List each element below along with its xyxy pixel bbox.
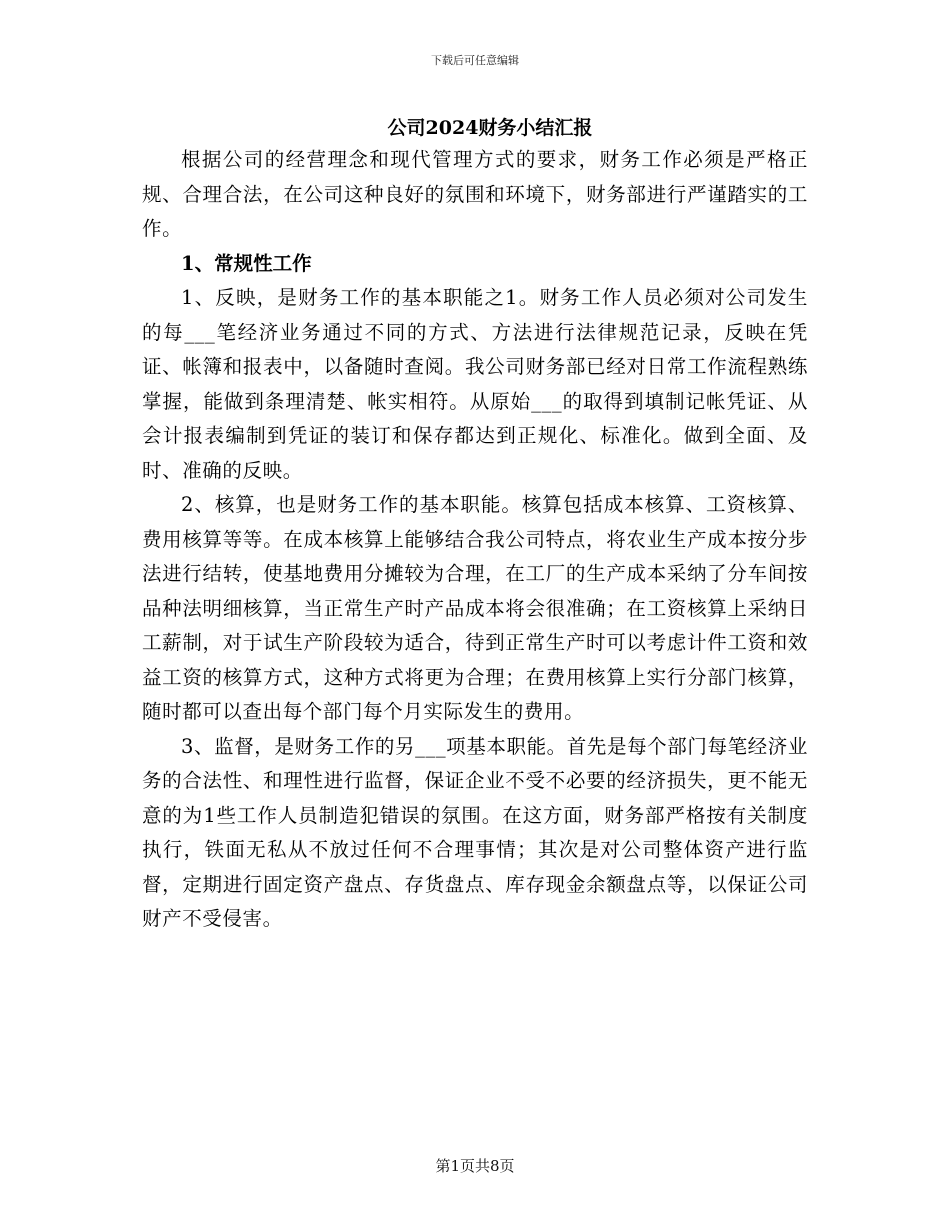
intro-paragraph: 根据公司的经营理念和现代管理方式的要求，财务工作必须是严格正规、合理合法，在公司这种良好的氛围和环境下，财务部进行严谨踏实的工作。 <box>142 148 808 240</box>
document-body <box>142 113 808 937</box>
paragraph-supervision: 3、监督，是财务工作的另___项基本职能。首先是每个部门每笔经济业务的合法性、和理性进行监督，保证企业不受不必要的经济损失，更不能无意的为1些工作人员制造犯错误的氛围。在这方面，财务部严格按有关制度执行，铁面无私从不放过任何不合理事情；其次是对公司整体资产进行监督，定期进行固定资产盘点、存货盘点、库存现金余额盘点等，以保证公司财产不受侵害。 <box>142 734 808 930</box>
section-heading: 1、常规性工作 <box>181 251 312 275</box>
document-title: 公司2024财务小结汇报 <box>387 117 593 139</box>
paragraph-reflection: 1、反映，是财务工作的基本职能之1。财务工作人员必须对公司发生的每___笔经济业务通过不同的方式、方法进行法律规范记录，反映在凭证、帐簿和报表中，以备随时查阅。我公司财务部已经对日常工作流程熟练掌握，能做到条理清楚、帐实相符。从原始___的取得到填制记帐凭证、从会计报表编制到凭证的装订和保存都达到正规化、标准化。做到全面、及时、准确的反映。 <box>142 286 808 482</box>
page-number: 第1页共8页 <box>435 1157 515 1175</box>
paragraph-accounting: 2、核算，也是财务工作的基本职能。核算包括成本核算、工资核算、费用核算等等。在成本核算上能够结合我公司特点，将农业生产成本按分步法进行结转，使基地费用分摊较为合理，在工厂的生产成本采纳了分车间按品种法明细核算，当正常生产时产品成本将会很准确；在工资核算上采纳日工薪制，对于试生产阶段较为适合，待到正常生产时可以考虑计件工资和效益工资的核算方式，这种方式将更为合理；在费用核算上实行分部门核算，随时都可以查出每个部门每个月实际发生的费用。 <box>142 493 808 723</box>
page-header-note: 下载后可任意编辑 <box>431 54 519 67</box>
